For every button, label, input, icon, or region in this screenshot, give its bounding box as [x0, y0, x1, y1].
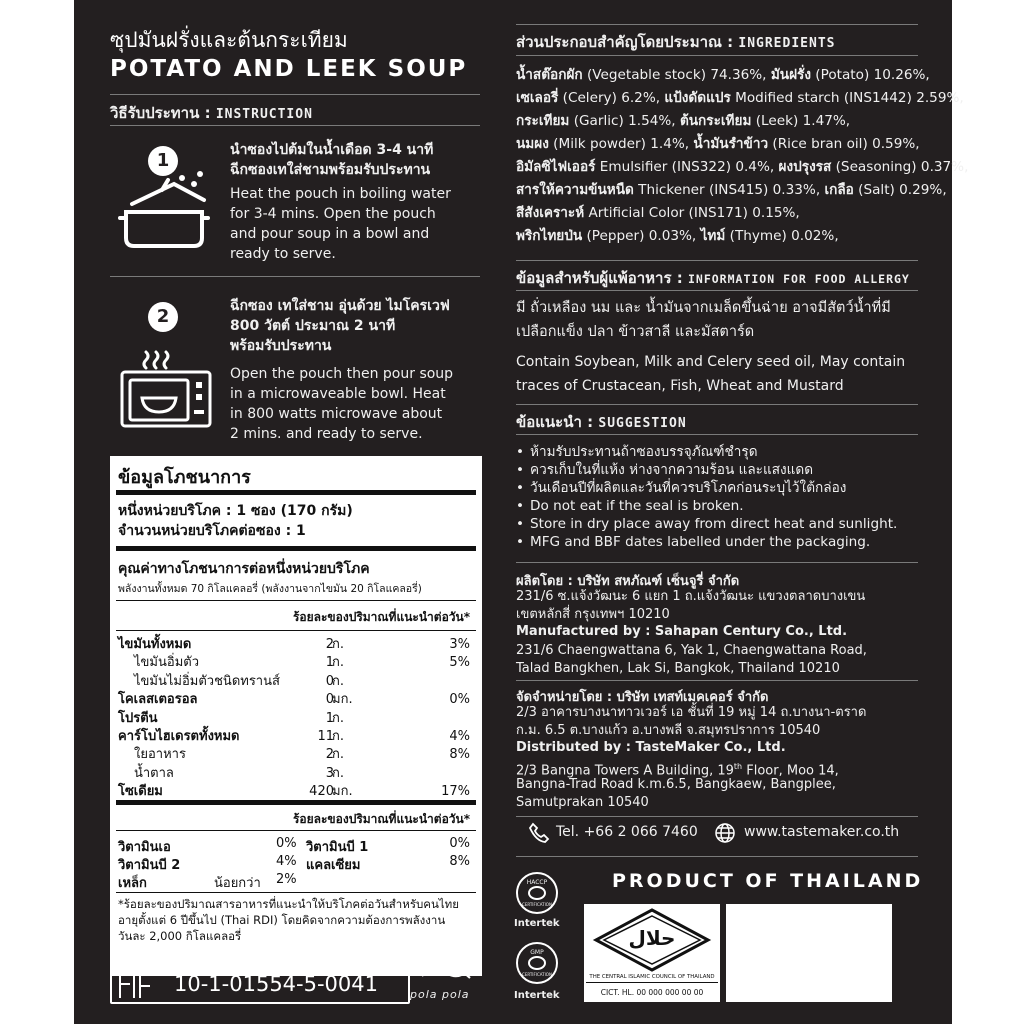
divider	[116, 600, 476, 601]
step-1-english: Heat the pouch in boiling water for 3-4 mins. Open the pouch and pour soup in a bowl and ready to serve.	[230, 186, 451, 262]
divider	[110, 125, 480, 126]
iron: เหล็ก	[118, 876, 147, 891]
divider	[516, 55, 918, 56]
divider	[116, 892, 476, 893]
ingredient-line: สีสังเคราะห์ Artificial Color (INS171) 0.15%,	[516, 205, 800, 221]
divider	[516, 680, 918, 681]
pola-pola-logo-icon	[414, 962, 478, 986]
nutrient-name: โปรตีน	[118, 710, 158, 726]
step-2-badge: 2	[148, 302, 178, 332]
distributor-address-english-rest: Bangna-Trad Road k.m.6.5, Bangkaew, Bangplee, Samutprakan 10540	[516, 777, 836, 810]
nutrient-unit: มก.	[332, 692, 353, 708]
divider	[516, 434, 918, 435]
step-2-english: Open the pouch then pour soup in a microwaveable bowl. Heat in 800 watts microwave about 2 mins. and ready to serve.	[230, 366, 454, 442]
label-panel	[74, 0, 969, 1024]
ingredient-line: พริกไทยป่น (Pepper) 0.03%, ไทม์ (Thyme) 0.02%,	[516, 228, 839, 244]
fda-mark-icon	[116, 970, 160, 1002]
title-thai: ซุปมันฝรั่งและต้นกระเทียม	[110, 28, 348, 52]
vitamin-b1: วิตามินบี 1	[306, 840, 369, 855]
halal-council: THE CENTRAL ISLAMIC COUNCIL OF THAILAND	[586, 974, 718, 983]
ingredient-line: เซเลอรี่ (Celery) 6.2%, แป้งดัดแปร Modified starch (INS1442) 2.59%,	[516, 90, 964, 106]
suggestion-item: • วันเดือนปีที่ผลิตและวันที่ควรบริโภคก่อนระบุไว้ใต้กล่อง	[516, 479, 956, 497]
step-1-badge: 1	[148, 146, 178, 176]
intertek-label: Intertek	[514, 990, 560, 1001]
nutrient-row	[118, 765, 472, 783]
nutrient-unit: มก.	[332, 784, 353, 800]
nutrient-row	[118, 654, 472, 672]
nutrient-name: โซเดียม	[118, 784, 163, 800]
phone-number: Tel. +66 2 066 7460	[556, 824, 698, 840]
nutrient-unit: ก.	[332, 729, 345, 744]
phone-icon	[528, 822, 550, 844]
haccp-logo: HACCP CERTIFICATION	[516, 872, 558, 914]
divider-thick	[116, 490, 476, 495]
divider	[516, 24, 918, 25]
nutrient-unit: ก.	[332, 673, 345, 689]
date-print-area	[726, 904, 892, 1002]
halal-number: CICT. HL. 00 000 000 00 00	[600, 988, 704, 997]
nutrient-unit: ก.	[332, 747, 345, 763]
distributor-address-thai: 2/3 อาคารบางนาทาวเวอร์ เอ ชั้นที่ 19 หมู่ 14 ถ.บางนา-ตราด ก.ม. 6.5 ต.บางแก้ว อ.บางพลี จ.สมุทรปราการ 10540	[516, 705, 867, 738]
nutrient-amount: 2	[325, 747, 334, 763]
divider	[516, 816, 918, 817]
suggestion-item: • ควรเก็บในที่แห้ง ห่างจากความร้อน และแสงแดด	[516, 461, 956, 479]
halal-word: حلال	[628, 926, 676, 950]
iron-qualifier: น้อยกว่า	[214, 876, 261, 891]
nutrient-rdi-percent: 4%	[449, 729, 470, 744]
suggestion-list	[516, 443, 956, 551]
per-serving-heading: คุณค่าทางโภชนาการต่อหนึ่งหน่วยบริโภค	[118, 561, 370, 577]
distributor-address-english: 2/3 Bangna Towers A Building, 19th Floor, Moo 14,	[516, 762, 839, 779]
nutrient-row	[118, 673, 472, 691]
nutrient-name: น้ำตาล	[134, 765, 174, 781]
manufacturer-label-thai: ผลิตโดย : บริษัท สหภัณฑ์ เซ็นจูรี่ จำกัด	[516, 574, 740, 589]
divider	[110, 276, 480, 277]
divider	[116, 630, 476, 631]
fda-registration-box	[110, 966, 410, 1004]
suggestion-item: • Do not eat if the seal is broken.	[516, 497, 956, 515]
ingredient-line: น้ำสต๊อกผัก (Vegetable stock) 74.36%, มันฝรั่ง (Potato) 10.26%,	[516, 67, 930, 83]
manufacturer-address-thai: 231/6 ซ.แจ้งวัฒนะ 6 แยก 1 ถ.แจ้งวัฒนะ แขวงตลาดบางเขน เขตหลักสี่ กรุงเทพฯ 10210	[516, 589, 866, 622]
vitamin-b1-pct: 0%	[449, 836, 470, 851]
nutrient-row	[118, 636, 472, 654]
title-english: POTATO AND LEEK SOUP	[110, 56, 468, 82]
suggestion-item: • MFG and BBF dates labelled under the packaging.	[516, 533, 956, 551]
divider	[516, 260, 918, 261]
nutrient-row	[118, 783, 472, 801]
serving-size: หนึ่งหน่วยบริโภค : 1 ซอง (170 กรัม)	[118, 503, 353, 519]
nutrient-name: โคเลสเตอรอล	[118, 692, 198, 708]
nutrient-row	[118, 728, 472, 746]
microwave-icon	[118, 348, 214, 430]
nutrient-rdi-percent: 0%	[449, 692, 470, 708]
nutrient-row	[118, 710, 472, 728]
nutrient-rdi-percent: 8%	[449, 747, 470, 763]
nutrition-facts-table	[110, 456, 482, 976]
energy-line: พลังงานทั้งหมด 70 กิโลแคลอรี่ (พลังงานจากไขมัน 20 กิโลแคลอรี่)	[118, 583, 422, 595]
divider	[110, 94, 480, 95]
nutrient-amount: 0	[325, 673, 334, 689]
vitamin-b2: วิตามินบี 2	[118, 858, 181, 873]
iron-pct: 2%	[276, 872, 297, 887]
nutrient-amount: 420	[309, 784, 334, 800]
allergy-english: Contain Soybean, Milk and Celery seed oil, May contain traces of Crustacean, Fish, Wheat and Mustard	[516, 354, 906, 394]
nutrient-unit: ก.	[332, 655, 345, 671]
product-of-thailand: PRODUCT OF THAILAND	[612, 870, 924, 892]
vitamin-b2-pct: 4%	[276, 854, 297, 869]
step-2-thai: ฉีกซอง เทใส่ชาม อุ่นด้วย ไมโครเวฟ 800 วัตต์ ประมาณ 2 นาที พร้อมรับประทาน	[230, 298, 450, 354]
nutrient-amount: 11	[317, 729, 334, 744]
instruction-heading: วิธีรับประทาน : INSTRUCTION	[110, 104, 313, 122]
divider-thick	[116, 800, 476, 805]
halal-certificate	[584, 904, 720, 1002]
website: www.tastemaker.co.th	[744, 824, 900, 840]
nutrient-name: ใยอาหาร	[134, 747, 186, 763]
distributor-label-english: Distributed by : TasteMaker Co., Ltd.	[516, 740, 786, 755]
vitamin-a: วิตามินเอ	[118, 840, 171, 855]
servings-per-pack: จำนวนหน่วยบริโภคต่อซอง : 1	[118, 523, 306, 539]
ingredients-list	[516, 64, 969, 248]
divider	[516, 290, 918, 291]
nutrient-row	[118, 691, 472, 709]
intertek-label: Intertek	[514, 918, 560, 929]
rdi-footnote: *ร้อยละของปริมาณสารอาหารที่แนะนำให้บริโภคต่อวันสำหรับคนไทย อายุตั้งแต่ 6 ปีขึ้นไป (Thai RDI) โดยคิดจากความต้องการพลังงาน วันละ 2,000 กิโลแคลอรี่	[118, 897, 459, 943]
brand-name: pola pola	[410, 988, 470, 1001]
divider	[516, 562, 918, 563]
vitamin-a-pct: 0%	[276, 836, 297, 851]
registration-number: 10-1-01554-5-0041	[174, 972, 379, 996]
nutrient-unit: ก.	[332, 765, 345, 781]
divider-thick	[116, 546, 476, 551]
nutrient-amount: 2	[325, 637, 334, 652]
nutrient-amount: 1	[325, 710, 334, 726]
ingredient-line: นมผง (Milk powder) 1.4%, น้ำมันรำข้าว (Rice bran oil) 0.59%,	[516, 136, 920, 152]
nutrient-amount: 1	[325, 655, 334, 671]
nutrient-amount: 0	[325, 692, 334, 708]
pot-icon	[118, 170, 214, 250]
gmp-logo: GMP CERTIFICATION	[516, 942, 558, 984]
divider	[516, 856, 918, 857]
ingredient-line: สารให้ความข้นหนืด Thickener (INS415) 0.33%, เกลือ (Salt) 0.29%,	[516, 182, 947, 198]
divider	[516, 404, 918, 405]
calcium-pct: 8%	[449, 854, 470, 869]
divider	[116, 830, 476, 831]
nutrient-unit: ก.	[332, 710, 345, 726]
distributor-label-thai: จัดจำหน่ายโดย : บริษัท เทสท์เมคเคอร์ จำกัด	[516, 690, 769, 705]
ingredients-heading: ส่วนประกอบสำคัญโดยประมาณ : INGREDIENTS	[516, 33, 836, 51]
calcium: แคลเซียม	[306, 858, 361, 873]
suggestion-heading: ข้อแนะนำ : SUGGESTION	[516, 413, 687, 431]
rdi-header-vitamins: ร้อยละของปริมาณที่แนะนำต่อวัน*	[292, 812, 470, 826]
nutrient-name: คาร์โบไฮเดรตทั้งหมด	[118, 729, 240, 744]
nutrient-rdi-percent: 3%	[449, 637, 470, 652]
globe-icon	[714, 822, 736, 844]
allergy-heading: ข้อมูลสำหรับผู้แพ้อาหาร : INFORMATION FOR FOOD ALLERGY	[516, 269, 910, 287]
ingredient-line: กระเทียม (Garlic) 1.54%, ต้นกระเทียม (Leek) 1.47%,	[516, 113, 851, 129]
nutrient-name: ไขมันอิ่มตัว	[134, 655, 199, 671]
nutrient-name: ไขมันไม่อิ่มตัวชนิดทรานส์	[134, 673, 280, 689]
manufacturer-address-english: 231/6 Chaengwattana 6, Yak 1, Chaengwattana Road, Talad Bangkhen, Lak Si, Bangkok, Thailand 10210	[516, 643, 867, 676]
suggestion-item: • Store in dry place away from direct heat and sunlight.	[516, 515, 956, 533]
nutrient-name: ไขมันทั้งหมด	[118, 637, 192, 652]
nutrient-rdi-percent: 5%	[449, 655, 470, 671]
allergy-thai: มี ถั่วเหลือง นม และ น้ำมันจากเมล็ดขึ้นฉ่าย อาจมีสัตว์น้ำที่มี เปลือกแข็ง ปลา ข้าวสาลี และมัสตาร์ด	[516, 300, 891, 340]
rdi-header: ร้อยละของปริมาณที่แนะนำต่อวัน*	[292, 610, 470, 624]
nutrient-unit: ก.	[332, 637, 345, 652]
nutrition-title: ข้อมูลโภชนาการ	[118, 467, 251, 488]
nutrient-rdi-percent: 17%	[441, 784, 470, 800]
suggestion-item: • ห้ามรับประทานถ้าซองบรรจุภัณฑ์ชำรุด	[516, 443, 956, 461]
ingredient-line: อิมัลซิไฟเออร์ Emulsifier (INS322) 0.4%, ผงปรุงรส (Seasoning) 0.37%,	[516, 159, 969, 175]
nutrient-amount: 3	[325, 765, 334, 781]
manufacturer-label-english: Manufactured by : Sahapan Century Co., Ltd.	[516, 624, 848, 639]
step-1-thai: นำซองไปต้มในน้ำเดือด 3-4 นาที ฉีกซองเทใส่ชามพร้อมรับประทาน	[230, 142, 434, 178]
nutrient-row	[118, 746, 472, 764]
